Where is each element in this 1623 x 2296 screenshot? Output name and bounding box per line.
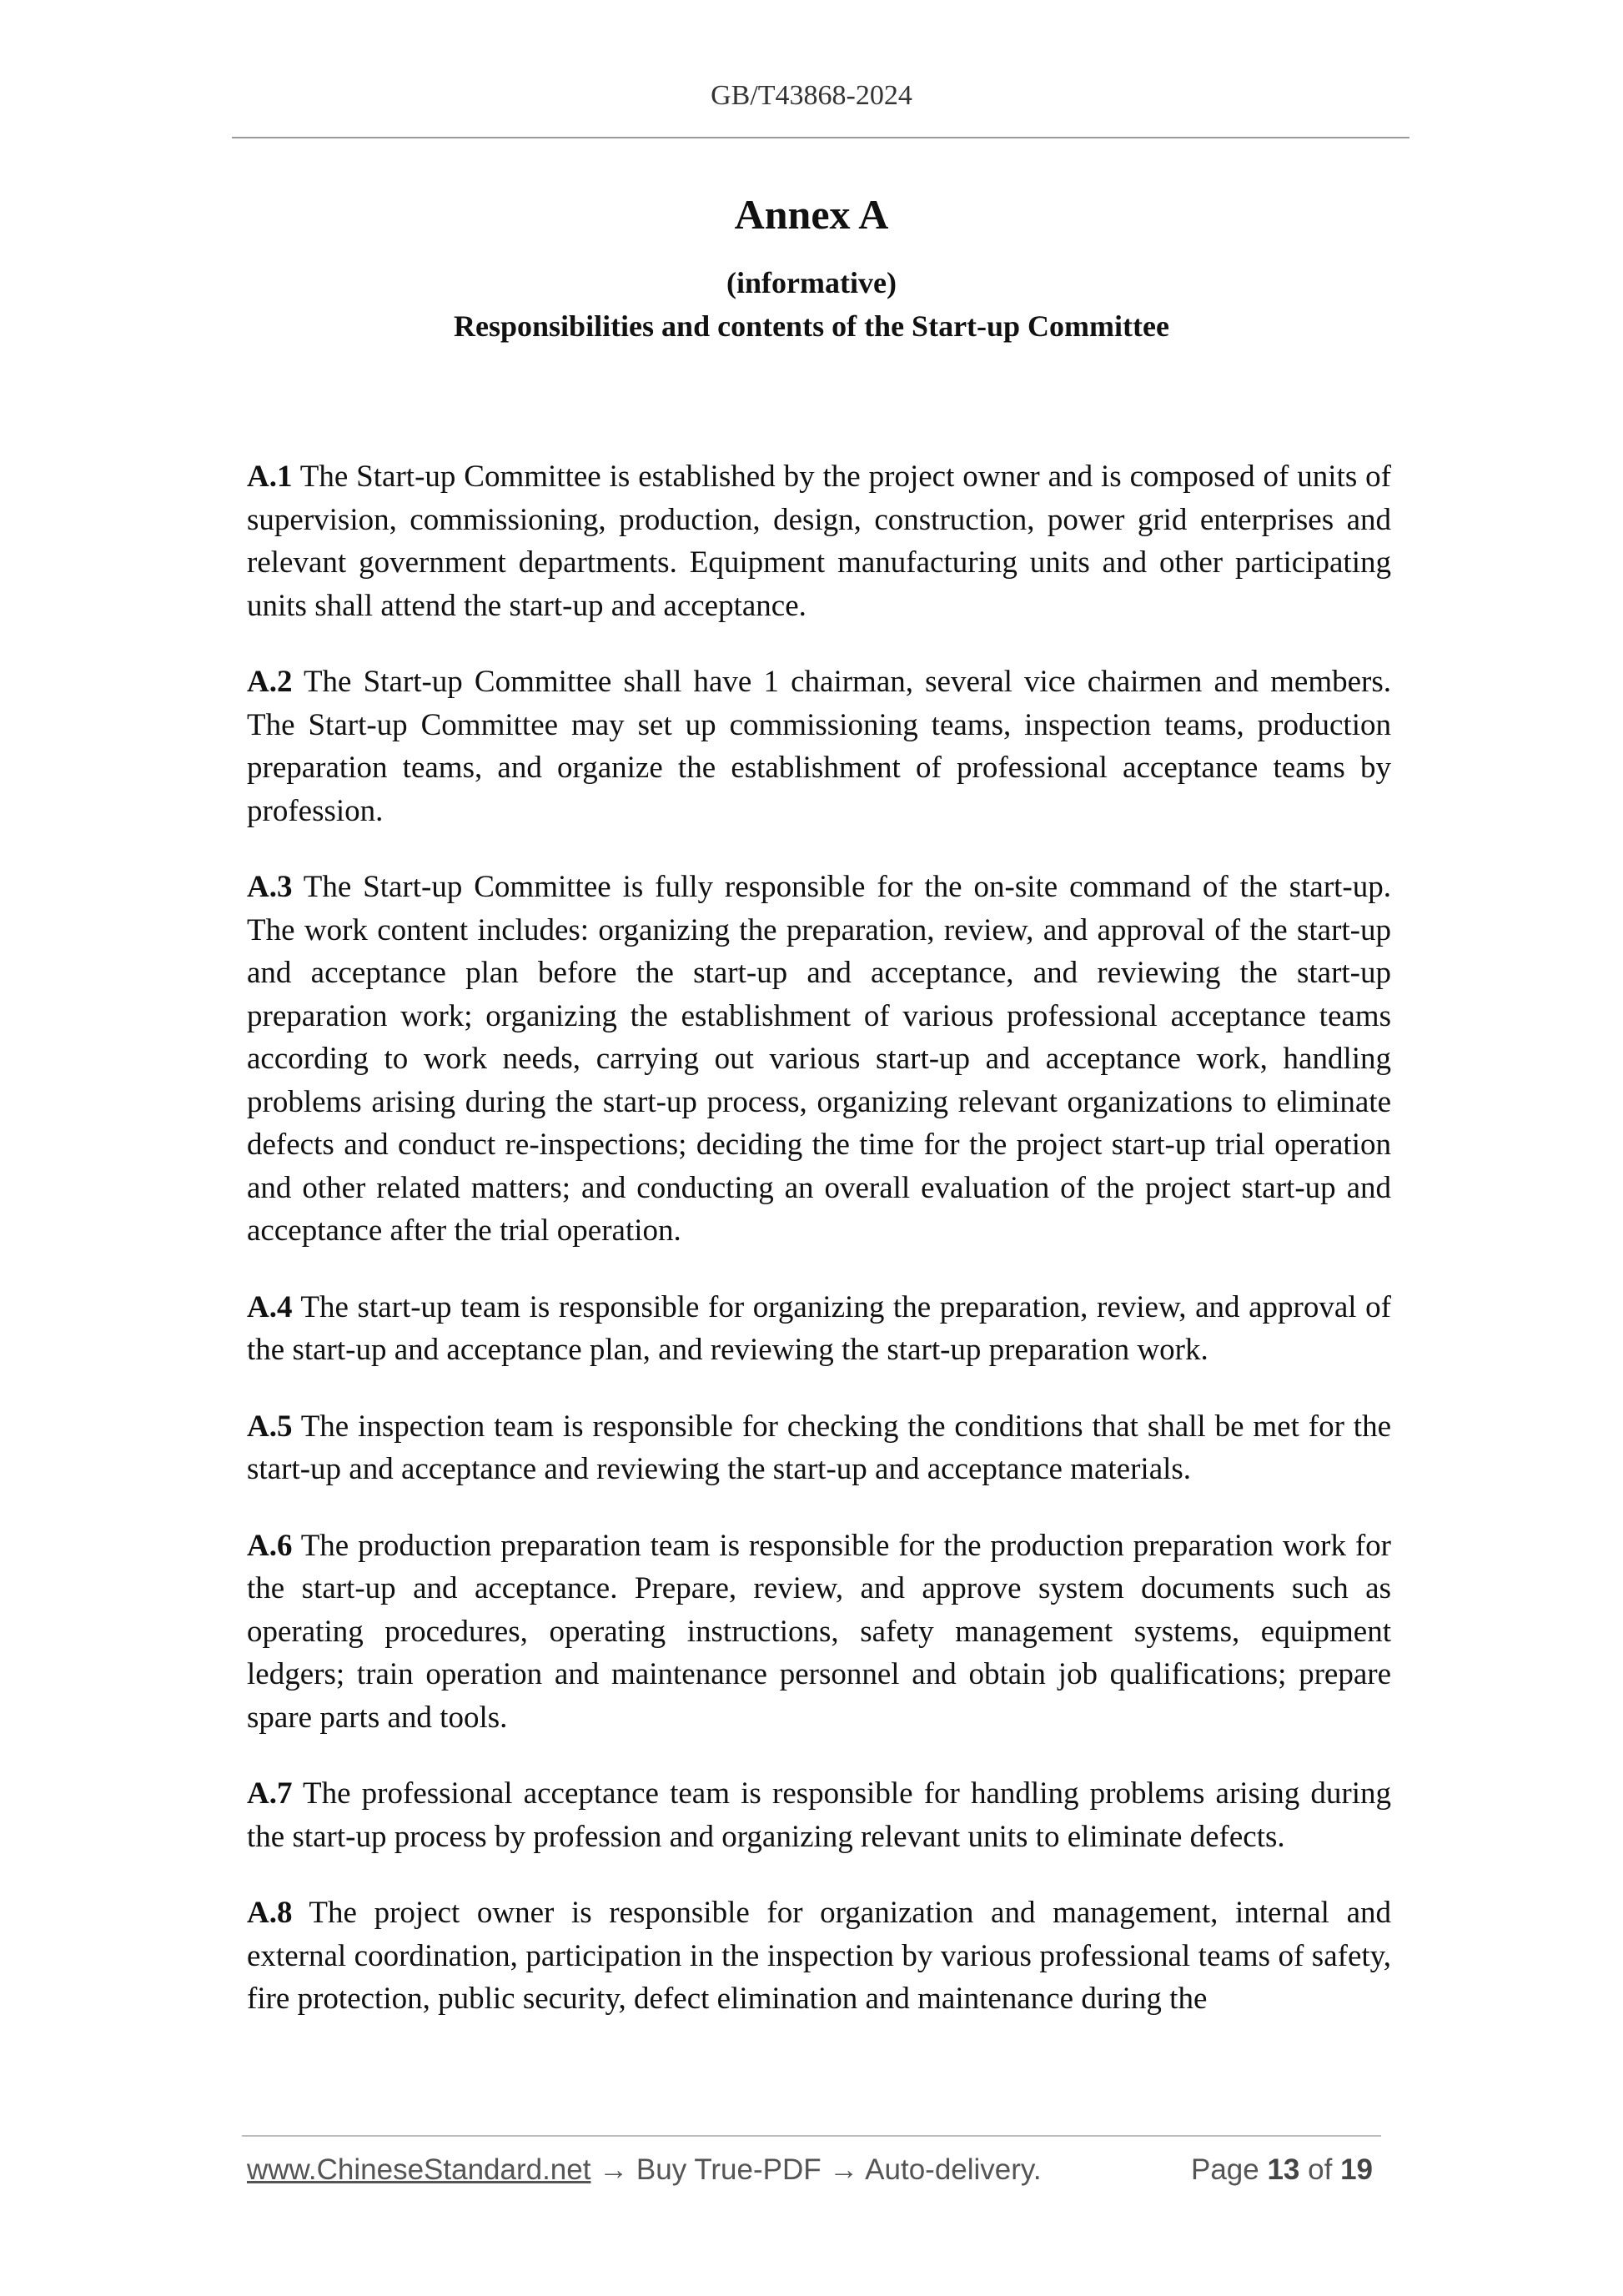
- footer-promo-text: → Buy True-PDF → Auto-delivery.: [590, 2153, 1042, 2186]
- website-link[interactable]: www.ChineseStandard.net: [247, 2153, 591, 2186]
- clause-a6: [247, 1525, 1391, 1740]
- clause-number: A.1: [247, 460, 293, 494]
- clause-text: The project owner is responsible for organization and management, internal and external coordination, participation in the inspection by various professional teams of safety, fire protection, public security, defect elimination and maintenance during the: [247, 1896, 1391, 2016]
- clause-text: The Start-up Committee shall have 1 chairman, several vice chairmen and members. The Start-up Committee may set up commissioning teams, inspection teams, production preparation teams, and organize the establishment of professional acceptance teams by profession.: [247, 665, 1391, 828]
- page-label: Page: [1190, 2153, 1259, 2186]
- page-of-label: of: [1308, 2153, 1333, 2186]
- clause-a7: [247, 1772, 1391, 1858]
- clause-a5: [247, 1405, 1391, 1491]
- footer-promo: [247, 2153, 1042, 2187]
- clause-a2: [247, 661, 1391, 832]
- clause-number: A.5: [247, 1409, 293, 1444]
- clause-number: A.2: [247, 665, 293, 699]
- clause-text: The start-up team is responsible for organizing the preparation, review, and approval of the start-up and acceptance plan, and reviewing the start-up preparation work.: [247, 1289, 1391, 1367]
- clause-number: A.4: [247, 1289, 293, 1324]
- clause-text: The production preparation team is responsible for the production preparation work for the start-up and acceptance. Prepare, review, and approve system documents such as operating procedures, operating instructions, safety management systems, equipment ledgers; train operation and maintenance personnel and obtain job qualifications; prepare spare parts and tools.: [247, 1528, 1391, 1735]
- clause-text: The Start-up Committee is fully responsible for the on-site command of the start-up. The work content includes: organizing the preparation, review, and approval of the start-up and acceptance plan before the start-up and acceptance, and reviewing the start-up preparation work; organizing the establishment of various professional acceptance teams according to work needs, carrying out various start-up and acceptance work, handling problems arising during the start-up process, organizing relevant organizations to eliminate defects and conduct re-inspections; deciding the time for the project start-up trial operation and other related matters; and conducting an overall evaluation of the project start-up and acceptance after the trial operation.: [247, 870, 1391, 1248]
- clause-number: A.6: [247, 1528, 293, 1563]
- clause-number: A.8: [247, 1896, 293, 1930]
- annex-title: Annex A: [734, 191, 889, 238]
- document-code: GB/T43868-2024: [711, 80, 912, 111]
- clause-a3: [247, 866, 1391, 1253]
- clause-a8: [247, 1892, 1391, 2021]
- clause-a1: [247, 455, 1391, 627]
- annex-subtitle: Responsibilities and contents of the Start-up Committee: [454, 309, 1169, 343]
- annex-body: [247, 455, 1391, 2054]
- total-page-number: 19: [1340, 2153, 1373, 2186]
- clause-text: The inspection team is responsible for checking the conditions that shall be met for the start-up and acceptance and reviewing the start-up and acceptance materials.: [247, 1409, 1391, 1486]
- clause-text: The Start-up Committee is established by the project owner and is composed of units of supervision, commissioning, production, design, construction, power grid enterprises and relevant government departments. Equipment manufacturing units and other participating units shall attend the start-up and acceptance.: [247, 460, 1391, 623]
- page-indicator: [1191, 2153, 1373, 2187]
- clause-text: The professional acceptance team is responsible for handling problems arising during the start-up process by profession and organizing relevant units to eliminate defects.: [247, 1776, 1391, 1854]
- header-divider: [232, 137, 1409, 138]
- clause-number: A.7: [247, 1776, 293, 1811]
- footer-divider: [242, 2135, 1381, 2137]
- annex-type: (informative): [726, 266, 897, 299]
- clause-number: A.3: [247, 870, 293, 904]
- current-page-number: 13: [1267, 2153, 1300, 2186]
- clause-a4: [247, 1286, 1391, 1372]
